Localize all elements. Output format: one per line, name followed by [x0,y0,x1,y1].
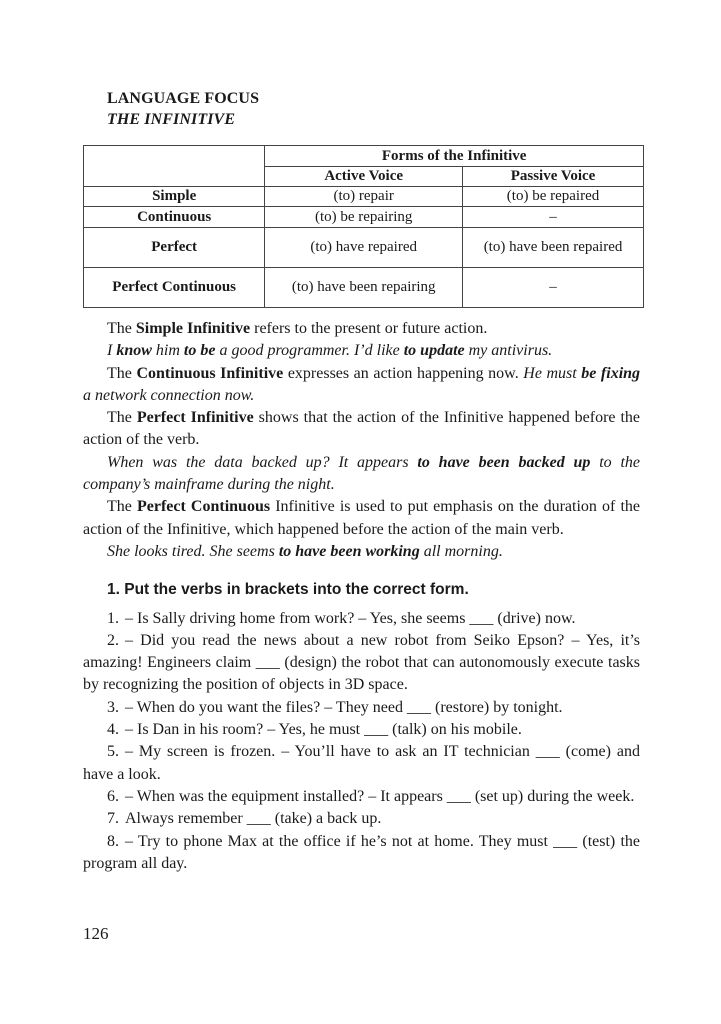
table-corner-cell [84,146,265,187]
topic-heading: THE INFINITIVE [107,111,236,128]
active-cell: (to) repair [265,187,463,207]
active-cell: (to) have been repairing [265,268,463,308]
passive-cell: – [463,268,644,308]
row-label: Continuous [84,207,265,228]
simple-example: I know him to be a good programmer. I’d like to update my antivirus. [107,342,553,360]
term: Perfect Infinitive [136,409,254,427]
page-number: 126 [83,924,109,943]
exercise-item: 8. – Try to phone Max at the office if he’s not at home. They must ___ (test) the program all day. [83,832,640,872]
continuous-explanation: The Continuous Infinitive expresses an action happening now. He must be fixing a network connection now. [83,364,641,404]
table-row [84,268,644,308]
term: Continuous Infinitive [136,364,284,382]
table-row [84,187,644,207]
exercise-item: 3. – When do you want the files? – They need ___ (restore) by tonight. [107,698,563,716]
term: Perfect Continuous [136,498,271,516]
perfect-example: When was the data backed up? It appears to have been backed up to the company’s mainframe during the night. [83,453,641,494]
term: Simple Infinitive [135,320,251,337]
perfect-explanation: The Perfect Infinitive shows that the action of the Infinitive happened before the action of the verb. [83,409,641,449]
exercise-item: 5. – My screen is frozen. – You’ll have to ask an IT technician ___ (come) and have a look. [83,743,640,783]
exercise-item: 7. Always remember ___ (take) a back up. [107,810,382,828]
exercise-item: 4. – Is Dan in his room? – Yes, he must ___ (talk) on his mobile. [107,721,522,739]
active-cell: (to) be repairing [265,207,463,228]
table-row [84,228,644,268]
passive-cell: (to) be repaired [463,187,644,207]
passive-cell: (to) have been repaired [463,228,644,268]
perfect-continuous-explanation: The Perfect Continuous Infinitive is used to put emphasis on the duration of the action of the Infinitive, which happened before the action of the main verb. [83,498,640,538]
body-text [83,318,640,875]
col-passive-voice: Passive Voice [463,167,644,187]
exercise-title: 1. Put the verbs in brackets into the correct form. [107,581,469,599]
col-active-voice: Active Voice [265,167,463,187]
section-heading: LANGUAGE FOCUS [107,90,260,107]
exercise-item: 1. – Is Sally driving home from work? – Yes, she seems ___ (drive) now. [107,609,576,627]
row-label: Perfect [84,228,265,268]
exercise-item: 6. – When was the equipment installed? – It appears ___ (set up) during the week. [107,787,635,805]
row-label: Simple [84,187,265,207]
table-caption: Forms of the Infinitive [265,146,644,167]
exercise-item: 2. – Did you read the news about a new robot from Seiko Epson? – Yes, it’s amazing! Engineers claim ___ (design) the robot that can autonomously execute tasks by recognizing the position of objects in 3D space. [83,631,640,694]
simple-explanation: The Simple Infinitive refers to the present or future action. [107,320,488,337]
passive-cell: – [463,207,644,228]
infinitive-forms-table [83,145,644,308]
table-header-row [84,146,644,167]
table-row [84,207,644,228]
perfect-continuous-example: She looks tired. She seems to have been working all morning. [107,542,503,560]
active-cell: (to) have repaired [265,228,463,268]
row-label: Perfect Continuous [84,268,265,308]
